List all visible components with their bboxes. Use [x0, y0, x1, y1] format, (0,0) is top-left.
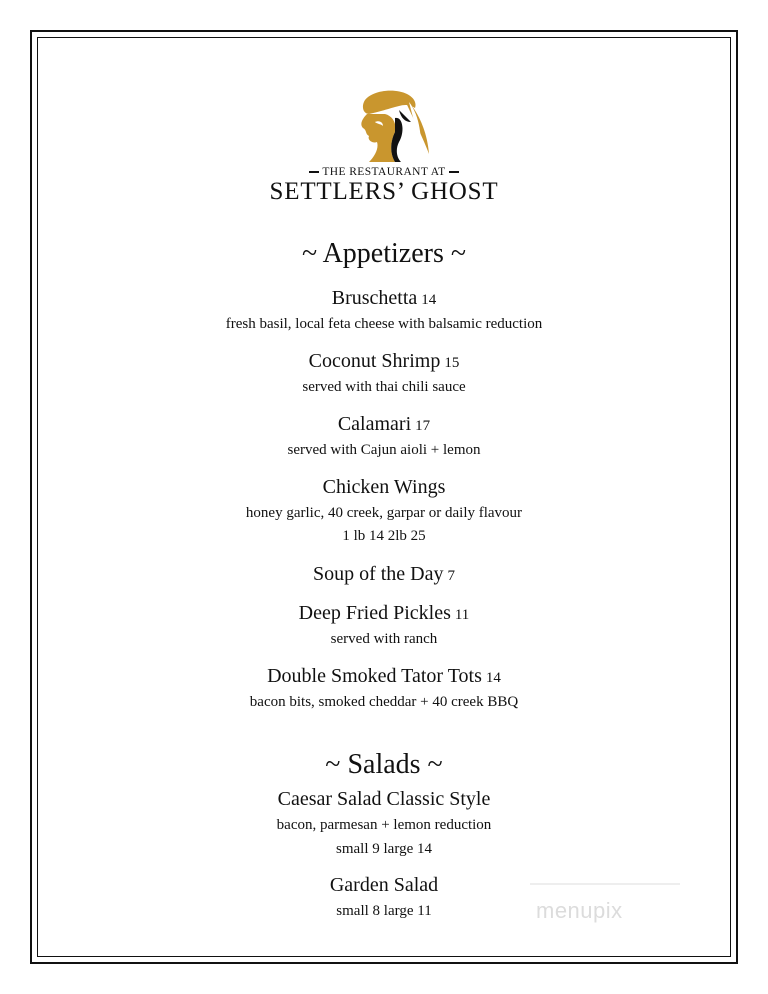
- item-price: 11: [454, 607, 470, 623]
- item-title: Double Smoked Tator Tots: [267, 665, 482, 687]
- menu-item-description: bacon bits, smoked cheddar + 40 creek BBQ: [249, 694, 519, 710]
- item-title: Chicken Wings: [322, 476, 446, 498]
- item-title: Deep Fried Pickles: [298, 602, 451, 624]
- menu-item-sizes: small 9 large 14: [336, 841, 432, 857]
- item-price: 14: [485, 670, 501, 686]
- menu-item-name: [0, 563, 768, 586]
- menu-item-name: [0, 476, 768, 499]
- appetizers-heading: ~ Appetizers ~: [301, 238, 467, 269]
- menu-item-name: [0, 287, 768, 310]
- item-title: Bruschetta: [331, 287, 418, 309]
- item-price: 14: [421, 292, 437, 308]
- menu-item-description: served with thai chili sauce: [302, 379, 466, 395]
- logo-wordmark: SETTLERS’ GHOST: [269, 178, 499, 205]
- item-title: Caesar Salad Classic Style: [277, 788, 491, 810]
- menu-item-description: fresh basil, local feta cheese with balsamic reduction: [225, 316, 543, 332]
- salads-heading: ~ Salads ~: [325, 749, 443, 780]
- menu-item-description: honey garlic, 40 creek, garpar or daily flavour: [245, 505, 523, 521]
- watermark-line-icon: [530, 880, 680, 888]
- menupix-watermark: menupix: [536, 898, 623, 923]
- logo-dash-left: [309, 171, 319, 173]
- item-title: Calamari: [337, 413, 412, 435]
- menu-item-name: [0, 413, 768, 436]
- menu-item-description: bacon, parmesan + lemon reduction: [276, 817, 492, 833]
- item-title: Coconut Shrimp: [308, 350, 441, 372]
- logo-tagline-text: THE RESTAURANT AT: [322, 166, 446, 178]
- menu-item-description: served with Cajun aioli + lemon: [287, 442, 481, 458]
- menu-item-name: [0, 665, 768, 688]
- menu-item-description: served with ranch: [330, 631, 438, 647]
- item-title: Garden Salad: [329, 874, 439, 896]
- logo-dash-right: [449, 171, 459, 173]
- item-price: 17: [415, 418, 431, 434]
- settlers-ghost-logo-icon: [355, 88, 435, 164]
- menu-item-sizes: 1 lb 14 2lb 25: [342, 528, 426, 544]
- menu-item-name: [0, 602, 768, 625]
- menu-item-name: [0, 350, 768, 373]
- item-price: 7: [447, 568, 456, 584]
- item-price: 15: [444, 355, 460, 371]
- menu-item-name: [0, 788, 768, 811]
- item-title: Soup of the Day: [312, 563, 444, 585]
- menu-item-sizes: small 8 large 11: [336, 903, 432, 919]
- logo-tagline: [0, 166, 768, 178]
